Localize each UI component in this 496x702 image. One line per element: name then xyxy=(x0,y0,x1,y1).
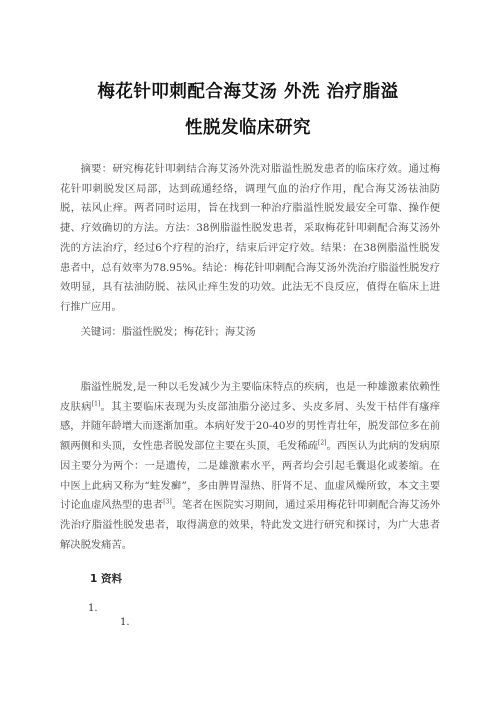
body-text-1: 脂溢性脱发,是一种以毛发减少为主要临床特点的疾病，也是一种雄激素依赖性皮肤病 xyxy=(60,381,440,413)
citation-ref-1: [1] xyxy=(91,400,101,408)
citation-ref-2: [2] xyxy=(318,439,327,447)
body-paragraph xyxy=(60,378,440,555)
list-number-1-1: 1. xyxy=(120,617,130,628)
abstract-paragraph: 摘要：研究梅花针叩刺结合海艾汤外洗对脂溢性脱发患者的临床疗效。通过梅花针叩刺脱发区局部，达到疏通经络，调理气血的治疗作用，配合海艾汤祛油防脱，祛风止痒。两者同时运用，旨在找到一种治疗脂溢性脱发最安全可靠、操作便捷、疗效确切的方法。方法：38例脂溢性脱发患者，采取梅花针叩刺配合海艾汤外洗的方法治疗，经过6个疗程的治疗，结束后评定疗效。结果：在38例脂溢性脱发患者中，总有效率为78.95%。结论：梅花针叩刺配合海艾汤外洗治疗脂溢性脱发疗效明显，具有祛油防脱、祛风止痒生发的功效。此法无不良反应，值得在临床上进行推广应用。 xyxy=(60,163,440,313)
body-text-4: 。笔者在医院实习期间，通过采用梅花针叩刺配合海艾汤外洗治疗脂溢性脱发患者，取得满意的效果，特此发文进行研究和探讨，为广大患者解决脱发痛苦。 xyxy=(60,499,441,551)
section-heading: 1 资料 xyxy=(90,573,122,585)
keywords-line: 关键词：脂溢性脱发；梅花针；海艾汤 xyxy=(80,326,256,338)
list-number-1: 1. xyxy=(88,603,98,614)
title-line-2: 性脱发临床研究 xyxy=(185,118,311,138)
body-text-2: 。其主要临床表现为头皮部油脂分泌过多、头皮多屑、头发干枯伴有瘙痒感，并随年龄增大而逐渐加重。本病好发于20-40岁的男性青壮年，脱发部位多在前额两侧和头顶，女性患者脱发部位主要在头顶，毛发稀疏 xyxy=(60,400,440,453)
citation-ref-3: [3] xyxy=(163,498,172,506)
body-text-3: 。西医认为此病的发病原因主要分为两个：一是遗传，二是雄激素水平，两者均会引起毛囊退化或萎缩。在中医上此病又称为“蛀发癣”，多由脾胃湿热、肝肾不足、血虚风燥所致，本文主要讨论血虚风热型的患者 xyxy=(60,440,441,512)
title-line-1: 梅花针叩刺配合海艾汤 外洗 治疗脂溢 xyxy=(97,82,399,102)
